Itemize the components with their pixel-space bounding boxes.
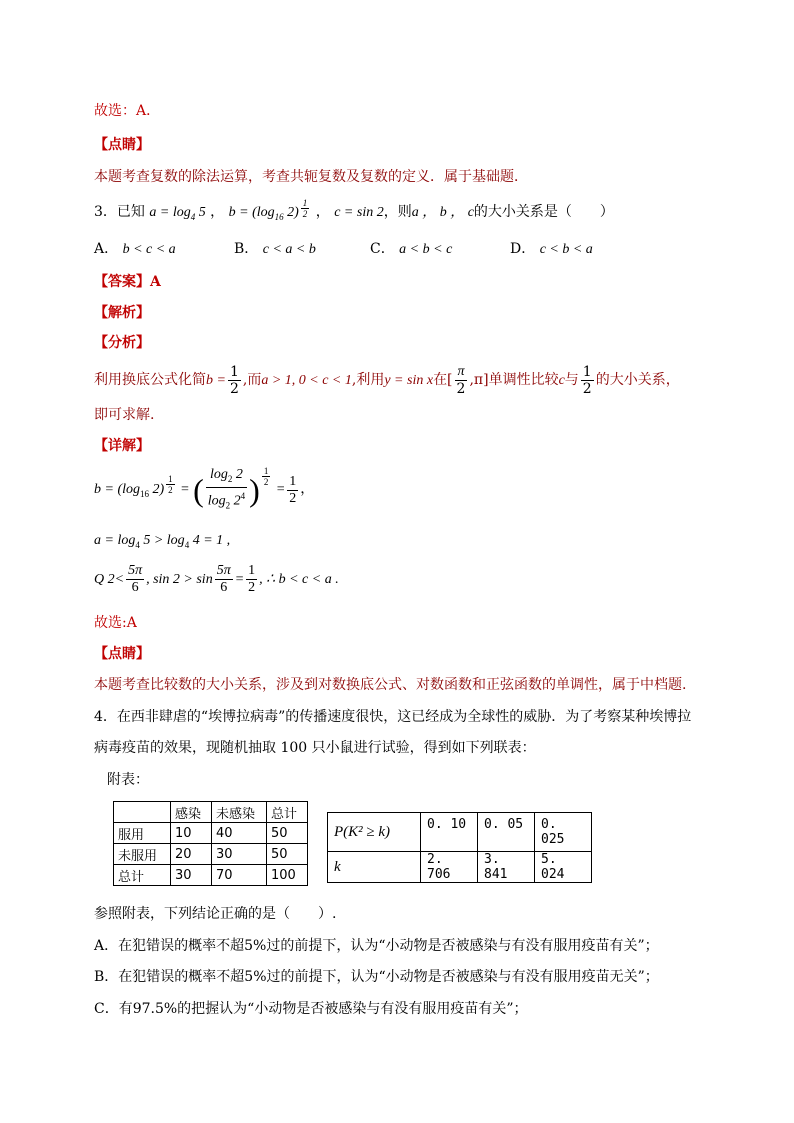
table-cell: 70 bbox=[212, 865, 267, 886]
prev-comment-tag: 【点睛】 bbox=[94, 137, 150, 153]
q3-detail-line-2: $a = \log_4 5 > \log_4 4 = 1$ , bbox=[94, 533, 231, 550]
table-cell: 5. 024 bbox=[535, 852, 592, 883]
table-cell: 总计 bbox=[114, 865, 171, 886]
q3-a-def: $a = \log_4 5$ bbox=[149, 205, 206, 222]
table-cell: 总计 bbox=[267, 802, 308, 823]
q3-answer-tag: 【答案】A bbox=[94, 274, 161, 290]
q3-analysis-tag: 【解析】 bbox=[94, 305, 150, 321]
contingency-table bbox=[113, 801, 308, 886]
q3-vars: a ， b ， c bbox=[411, 205, 474, 220]
q4-line-1: 4．在西非肆虐的“埃博拉病毒”的传播速度很快，这已经成为全球性的威胁．为了考察某种埃博拉 bbox=[94, 709, 692, 725]
table-cell: 100 bbox=[267, 865, 308, 886]
q3-choose: 故选:A bbox=[94, 615, 137, 631]
table-cell: 30 bbox=[212, 844, 267, 865]
table-cell: 未服用 bbox=[114, 844, 171, 865]
q3-comment-tag: 【点睛】 bbox=[94, 646, 150, 662]
table-cell: 50 bbox=[267, 823, 308, 844]
table-cell: 0. 025 bbox=[535, 813, 592, 852]
q3-option-b: B． c < a < b bbox=[234, 241, 316, 257]
q3-option-c: C． a < b < c bbox=[370, 241, 453, 257]
q3-option-d: D． c < b < a bbox=[510, 241, 593, 257]
table-row bbox=[328, 852, 592, 883]
q4-option-b: B．在犯错误的概率不超5%过的前提下，认为“小动物是否被感染与有没有服用疫苗无关”； bbox=[94, 969, 659, 985]
table-cell: 3. 841 bbox=[478, 852, 535, 883]
q3-fenxi-line: 利用换底公式化简b = $\frac{1}{2}$ ,而a > 1, 0 < c < 1,利用y = sin x在[ $\frac{\pi}{2}$ ,π]单调性比较c与 $\frac{1}{2}$ 的大小关系， bbox=[94, 363, 680, 397]
prev-answer-line: 故选：A． bbox=[94, 103, 161, 119]
prev-comment-text: 本题考查复数的除法运算，考查共轭复数及复数的定义．属于基础题． bbox=[94, 169, 528, 185]
q3-detail-line-3: Q 2< $\frac{5\pi}{6}$ , sin 2 > sin $\frac{5\pi}{6}$ = $\frac{1}{2}$ , ∴ b < c < a . bbox=[94, 563, 339, 596]
table-cell: 30 bbox=[171, 865, 212, 886]
table-cell: 服用 bbox=[114, 823, 171, 844]
q4-line-2: 病毒疫苗的效果，现随机抽取 100 只小鼠进行试验，得到如下列联表： bbox=[94, 740, 536, 756]
q3-comment-text: 本题考查比较数的大小关系，涉及到对数换底公式、对数函数和正弦函数的单调性，属于中档题. bbox=[94, 677, 687, 693]
table-row bbox=[114, 865, 308, 886]
table-cell: 50 bbox=[267, 844, 308, 865]
table-cell bbox=[114, 802, 171, 823]
q3-fenxi-end: 即可求解. bbox=[94, 407, 155, 423]
table-cell: 感染 bbox=[171, 802, 212, 823]
q3-stem-suffix: ，则 bbox=[383, 204, 412, 220]
table-cell: 0. 10 bbox=[421, 813, 478, 852]
table-cell: 0. 05 bbox=[478, 813, 535, 852]
table-cell: 20 bbox=[171, 844, 212, 865]
p-label-cell: P(K² ≥ k) bbox=[328, 813, 421, 852]
table-row bbox=[328, 813, 592, 852]
table-cell: 未感染 bbox=[212, 802, 267, 823]
q3-question: 的大小关系是（ ） bbox=[473, 204, 614, 220]
q4-appendix: 附表： bbox=[107, 772, 149, 788]
q3-stem-prefix: 已知 bbox=[116, 204, 145, 220]
q3-fenxi-tag: 【分析】 bbox=[94, 335, 150, 351]
table-cell: 40 bbox=[212, 823, 267, 844]
q3-detail-line-1: $b = (\log_{16}$ 2) $\frac{1}{2}$ = ( $\frac{\log_2 2}{\log_2 2^4}$ ) $\frac{1}{2}$ = $\frac{1}{2}$ ， bbox=[94, 466, 315, 511]
q3-stem: 3．已知 $a = \log_4 5$ ， $b = (\log_{16}$ 2) $\frac{1}{2}$ ， c = sin 2，则a ， b ， c的大小关系是（ ） bbox=[94, 198, 614, 222]
q3-option-a: A． b < c < a bbox=[94, 241, 176, 257]
table-row bbox=[114, 823, 308, 844]
q4-question: 参照附表，下列结论正确的是（ ）. bbox=[94, 906, 337, 922]
table-cell: 2. 706 bbox=[421, 852, 478, 883]
table-cell: 10 bbox=[171, 823, 212, 844]
q3-number: 3． bbox=[94, 204, 117, 220]
k-label-cell: k bbox=[328, 852, 421, 883]
critical-value-table bbox=[327, 812, 592, 883]
table-row bbox=[114, 844, 308, 865]
q4-option-c: C．有97.5%的把握认为“小动物是否被感染与有没有服用疫苗有关”； bbox=[94, 1001, 528, 1017]
q3-detail-tag: 【详解】 bbox=[94, 438, 150, 454]
q4-option-a: A．在犯错误的概率不超5%过的前提下，认为“小动物是否被感染与有没有服用疫苗有关”； bbox=[94, 938, 659, 954]
q3-b-def: $b = (\log_{16}$ 2) $\frac{1}{2}$ bbox=[228, 198, 308, 222]
q3-c-def: c = sin 2 bbox=[334, 205, 384, 220]
table-row bbox=[114, 802, 308, 823]
